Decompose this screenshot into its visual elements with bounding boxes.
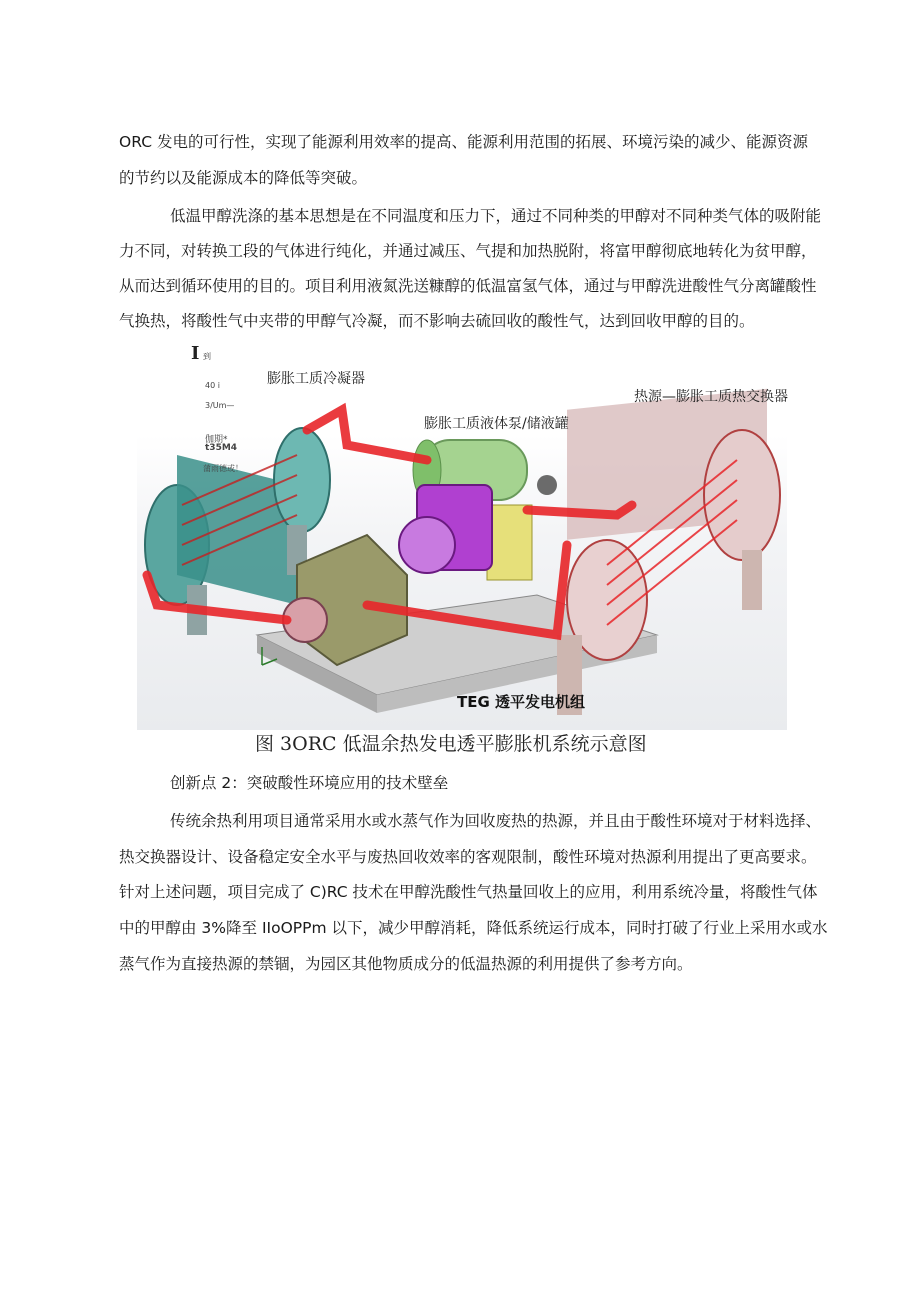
paragraph-2-line-1: 低温甲醇洗涤的基本思想是在不同温度和压力下，通过不同种类的甲醇对不同种类气体的吸附能 [170, 207, 822, 225]
figure-caption: 图 3ORC 低温余热发电透平膨胀机系统示意图 [255, 733, 647, 755]
stray-mark-large: I [191, 343, 200, 364]
paragraph-1-line-1: ORC 发电的可行性，实现了能源利用效率的提高、能源利用范围的拓展、环境污染的减少、能源资源 [119, 133, 808, 151]
section-heading: 创新点 2：突破酸性环境应用的技术壁垒 [170, 774, 449, 792]
stray-text-5: 蒲雨德或！ [203, 464, 243, 473]
paragraph-3-line-3: 针对上述问题，项目完成了 C)RC 技术在甲醇洗酸性气热量回收上的应用，利用系统冷量，将酸性气体 [119, 883, 818, 901]
label-generator-set: TEG 透平发电机组 [457, 693, 586, 711]
paragraph-3-line-1: 传统余热利用项目通常采用水或水蒸气作为回收废热的热源，并且由于酸性环境对于材料选择、 [170, 812, 822, 830]
stray-text-3: 伽期* [205, 435, 228, 445]
paragraph-2-line-4: 气换热，将酸性气中夹带的甲醇气冷凝，而不影响去硫回收的酸性气，达到回收甲醇的目的。 [119, 312, 755, 330]
paragraph-1-line-2: 的节约以及能源成本的降低等突破。 [119, 169, 368, 187]
stray-text-4: t35M4 [205, 443, 238, 453]
stray-mark-small: 到 [203, 352, 211, 361]
stray-text-2: 3/Um— [205, 401, 235, 410]
paragraph-2-line-2: 力不同，对转换工段的气体进行纯化，并通过减压、气提和加热脱附，将富甲醇彻底地转化为贫甲醇， [119, 242, 817, 260]
stray-text-1: 40 i [205, 381, 220, 390]
paragraph-2-line-3: 从而达到循环使用的目的。项目利用液氮洗送糠醇的低温富氢气体，通过与甲醇洗进酸性气分离罐酸性 [119, 277, 817, 295]
label-condenser: 膨胀工质冷凝器 [267, 371, 365, 387]
orc-system-figure [137, 335, 787, 730]
label-heat-exchanger: 热源—膨胀工质热交换器 [634, 389, 788, 405]
label-pump-tank: 膨胀工质液体泵/储液罐 [424, 416, 569, 432]
paragraph-3-line-4: 中的甲醇由 3%降至 IIoOPPm 以下，减少甲醇消耗，降低系统运行成本，同时打破了行业上采用水或水 [119, 919, 828, 937]
paragraph-3-line-2: 热交换器设计、设备稳定安全水平与废热回收效率的客观限制，酸性环境对热源利用提出了更高要求。 [119, 848, 817, 866]
paragraph-3-line-5: 蒸气作为直接热源的禁锢，为园区其他物质成分的低温热源的利用提供了参考方向。 [119, 955, 693, 973]
